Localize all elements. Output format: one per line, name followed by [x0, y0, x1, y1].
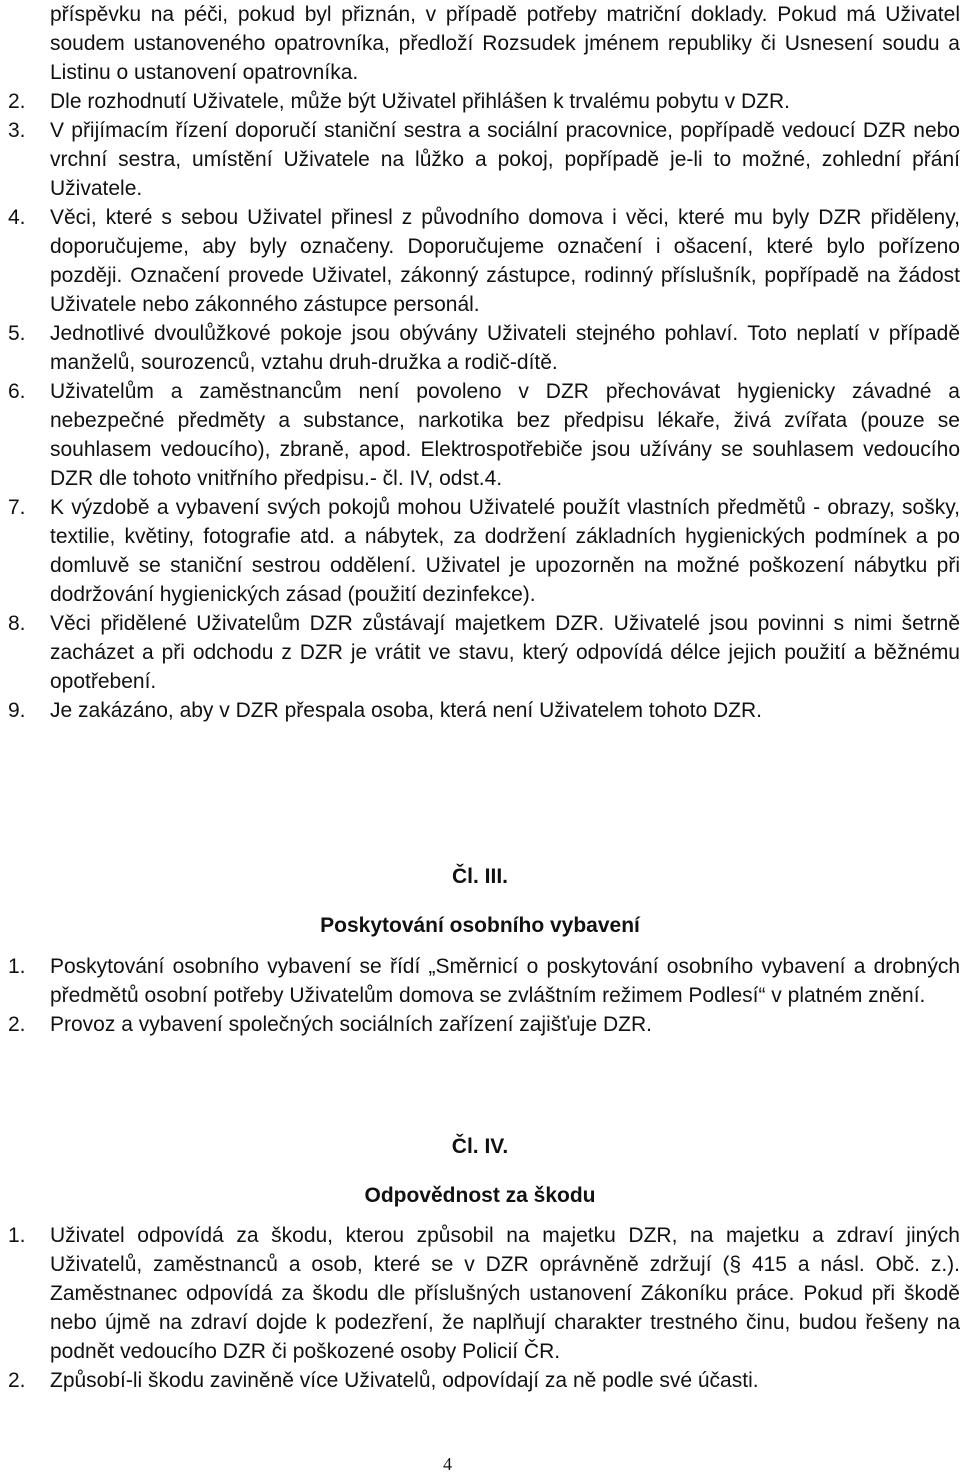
item-number: 7.: [8, 496, 26, 519]
section-4-number: Čl. IV.: [451, 1135, 509, 1158]
list-item: [0, 87, 960, 116]
list-item: [0, 319, 960, 377]
item-text: Způsobí-li škodu zaviněně více Uživatelů, odpovídají za ně podle své účasti.: [50, 1369, 759, 1392]
item-number: 6.: [8, 380, 26, 403]
list-item: [0, 952, 960, 1010]
item-number: 2.: [8, 1369, 26, 1392]
item-number: 9.: [8, 699, 26, 722]
item-number: 1.: [8, 955, 26, 978]
item-text: Provoz a vybavení společných sociálních zařízení zajišťuje DZR.: [50, 1013, 652, 1036]
item-number: 5.: [8, 322, 26, 345]
item-number: 1.: [8, 1224, 26, 1247]
section-4-list: [0, 1221, 960, 1395]
list-item: [0, 377, 960, 493]
list-item: [0, 116, 960, 203]
intro-paragraph: příspěvku na péči, pokud byl přiznán, v případě potřeby matriční doklady. Pokud má Uživatel soudem ustanoveného opatrovníka, předloží Rozsudek jménem republiky či Usnesení soudu a Listinu o ustanovení opatrovníka.: [50, 3, 960, 84]
section-4-title: Odpovědnost za škodu: [364, 1184, 596, 1207]
item-text: Uživatelům a zaměstnancům není povoleno v DZR přechovávat hygienicky závadné a nebezpečné předměty a substance, narkotika bez předpisu lékaře, živá zvířata (pouze se souhlasem vedoucího), zbraně, apod. Elektrospotřebiče jsou užívány se souhlasem vedoucího DZR dle tohoto vnitřního předpisu.- čl. IV, odst.4.: [50, 380, 960, 490]
item-text: Je zakázáno, aby v DZR přespala osoba, která není Uživatelem tohoto DZR.: [50, 699, 763, 722]
item-text: Uživatel odpovídá za škodu, kterou způsobil na majetku DZR, na majetku a zdraví jiných Uživatelů, zaměstnanců a osob, které se v DZR oprávněně zdržují (§ 415 a násl. Obč. z.). Zaměstnanec odpovídá za škodu dle příslušných ustanovení Zákoníku práce. Pokud při škodě nebo újmě na zdraví dojde k podezření, že naplňují charakter trestného činu, budou řešeny na podnět vedoucího DZR či poškozené osoby Policií ČR.: [50, 1224, 960, 1363]
item-text: V přijímacím řízení doporučí staniční sestra a sociální pracovnice, popřípadě vedoucí DZR nebo vrchní sestra, umístění Uživatele na lůžko a pokoj, popřípadě je-li to možné, zohlední přání Uživatele.: [50, 119, 960, 200]
section-3-number: Čl. III.: [451, 865, 508, 888]
list-item: [0, 1010, 960, 1039]
item-text: Dle rozhodnutí Uživatele, může být Uživatel přihlášen k trvalému pobytu v DZR.: [50, 90, 790, 113]
list-item: [0, 696, 960, 725]
item-text: Jednotlivé dvoulůžkové pokoje jsou obývány Uživateli stejného pohlaví. Toto neplatí v případě manželů, sourozenců, vztahu druh-družka a rodič-dítě.: [50, 322, 960, 374]
page-number: 4: [443, 1454, 452, 1474]
item-text: Poskytování osobního vybavení se řídí „Směrnicí o poskytování osobního vybavení a drobných předmětů osobní potřeby Uživatelům domova se zvláštním režimem Podlesí“ v platném znění.: [50, 955, 960, 1007]
item-number: 3.: [8, 119, 26, 142]
rules-list: [0, 87, 960, 725]
item-text: Věci, které s sebou Uživatel přinesl z původního domova i věci, které mu byly DZR přiděleny, doporučujeme, aby byly označeny. Doporučujeme označení i ošacení, které bylo pořízeno později. Označení provede Uživatel, zákonný zástupce, rodinný příslušník, popřípadě na žádost Uživatele nebo zákonného zástupce personál.: [50, 206, 960, 316]
list-item: [0, 1366, 960, 1395]
item-number: 4.: [8, 206, 26, 229]
list-item: [0, 203, 960, 319]
section-3-list: [0, 952, 960, 1039]
item-text: Věci přidělené Uživatelům DZR zůstávají majetkem DZR. Uživatelé jsou povinni s nimi šetrně zacházet a při odchodu z DZR je vrátit ve stavu, který odpovídá délce jejich použití a běžnému opotřebení.: [50, 612, 960, 693]
section-3-title: Poskytování osobního vybavení: [320, 914, 640, 937]
item-number: 8.: [8, 612, 26, 635]
list-item: [0, 493, 960, 609]
item-text: K výzdobě a vybavení svých pokojů mohou Uživatelé použít vlastních předmětů - obrazy, sošky, textilie, květiny, fotografie atd. a nábytek, za dodržení základních hygienických podmínek a po domluvě se staniční sestrou oddělení. Uživatel je upozorněn na možné poškození nábytku při dodržování hygienických zásad (použití dezinfekce).: [50, 496, 960, 606]
list-item: [0, 1221, 960, 1366]
list-item: [0, 609, 960, 696]
item-number: 2.: [8, 1013, 26, 1036]
item-number: 2.: [8, 90, 26, 113]
